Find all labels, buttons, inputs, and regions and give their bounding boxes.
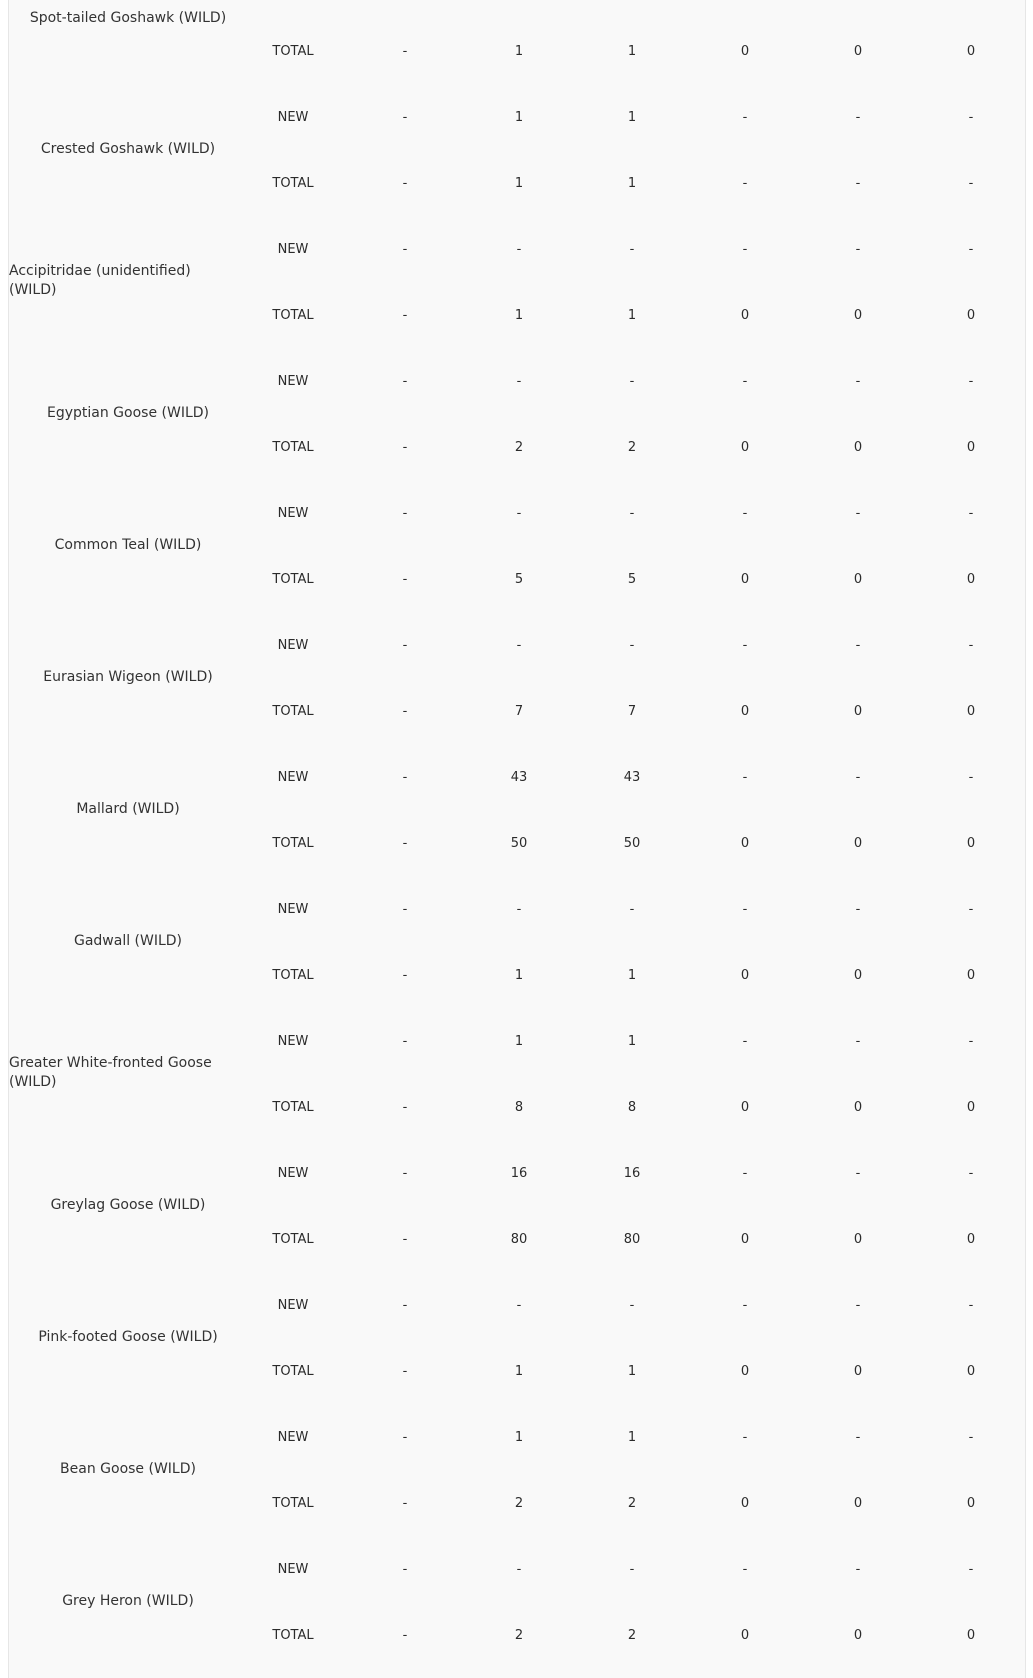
value-cell: - bbox=[402, 1364, 408, 1379]
row-type-label: NEW bbox=[277, 1430, 309, 1445]
value-cell: - bbox=[402, 110, 408, 125]
value-cell: 43 bbox=[623, 770, 641, 785]
value-cell: 0 bbox=[853, 44, 863, 59]
value-cell: 1 bbox=[514, 308, 524, 323]
value-cell: 7 bbox=[627, 704, 637, 719]
table-row-new bbox=[9, 1296, 1027, 1316]
value-cell: - bbox=[629, 1298, 635, 1313]
value-cell: - bbox=[855, 506, 861, 521]
value-cell: 2 bbox=[514, 440, 524, 455]
value-cell: - bbox=[402, 1298, 408, 1313]
value-cell: - bbox=[968, 1298, 974, 1313]
value-cell: - bbox=[742, 1034, 748, 1049]
value-cell: 0 bbox=[740, 308, 750, 323]
species-name: Gadwall (WILD) bbox=[73, 932, 183, 949]
value-cell: 43 bbox=[510, 770, 528, 785]
row-type-label: TOTAL bbox=[272, 1232, 314, 1247]
value-cell: - bbox=[516, 902, 522, 917]
table-row-new bbox=[9, 372, 1027, 392]
value-cell: 7 bbox=[514, 704, 524, 719]
table-row-total bbox=[9, 834, 1027, 854]
row-type-label: NEW bbox=[277, 242, 309, 257]
value-cell: 0 bbox=[853, 1232, 863, 1247]
table-row-total bbox=[9, 1230, 1027, 1250]
value-cell: 1 bbox=[627, 308, 637, 323]
row-type-label: NEW bbox=[277, 110, 309, 125]
value-cell: 0 bbox=[740, 704, 750, 719]
value-cell: - bbox=[968, 506, 974, 521]
value-cell: 1 bbox=[514, 110, 524, 125]
value-cell: - bbox=[968, 1430, 974, 1445]
value-cell: - bbox=[855, 110, 861, 125]
value-cell: 0 bbox=[740, 440, 750, 455]
row-type-label: NEW bbox=[277, 1298, 309, 1313]
row-type-label: TOTAL bbox=[272, 1496, 314, 1511]
table-row-total bbox=[9, 1362, 1027, 1382]
value-cell: 0 bbox=[740, 1100, 750, 1115]
value-cell: - bbox=[742, 506, 748, 521]
species-name: Egyptian Goose (WILD) bbox=[47, 404, 209, 421]
value-cell: - bbox=[855, 1562, 861, 1577]
value-cell: - bbox=[516, 638, 522, 653]
value-cell: 2 bbox=[514, 1628, 524, 1643]
value-cell: 0 bbox=[740, 836, 750, 851]
species-name: Common Teal (WILD) bbox=[54, 536, 202, 553]
value-cell: - bbox=[968, 374, 974, 389]
value-cell: - bbox=[516, 242, 522, 257]
value-cell: - bbox=[516, 1562, 522, 1577]
table-row-new bbox=[9, 1428, 1027, 1448]
row-type-label: TOTAL bbox=[272, 968, 314, 983]
value-cell: - bbox=[742, 242, 748, 257]
row-type-label: TOTAL bbox=[272, 176, 314, 191]
value-cell: - bbox=[402, 44, 408, 59]
table-row-new bbox=[9, 108, 1027, 128]
value-cell: - bbox=[629, 902, 635, 917]
value-cell: 0 bbox=[853, 836, 863, 851]
value-cell: 80 bbox=[623, 1232, 641, 1247]
value-cell: 8 bbox=[514, 1100, 524, 1115]
species-name: Spot-tailed Goshawk (WILD) bbox=[29, 10, 227, 26]
species-name: Grey Heron (WILD) bbox=[62, 1592, 194, 1609]
value-cell: - bbox=[968, 176, 974, 191]
value-cell: 0 bbox=[966, 968, 976, 983]
value-cell: - bbox=[855, 770, 861, 785]
species-name: Crested Goshawk (WILD) bbox=[40, 140, 216, 157]
value-cell: 0 bbox=[740, 1628, 750, 1643]
value-cell: 1 bbox=[627, 1034, 637, 1049]
value-cell: 1 bbox=[627, 968, 637, 983]
value-cell: 2 bbox=[627, 1496, 637, 1511]
value-cell: 1 bbox=[627, 110, 637, 125]
value-cell: - bbox=[855, 902, 861, 917]
value-cell: - bbox=[968, 242, 974, 257]
value-cell: 0 bbox=[853, 440, 863, 455]
value-cell: 0 bbox=[853, 308, 863, 323]
value-cell: - bbox=[402, 638, 408, 653]
value-cell: 5 bbox=[514, 572, 524, 587]
table-row-total bbox=[9, 438, 1027, 458]
row-type-label: NEW bbox=[277, 374, 309, 389]
value-cell: - bbox=[968, 770, 974, 785]
value-cell: 0 bbox=[966, 1232, 976, 1247]
value-cell: 16 bbox=[510, 1166, 528, 1181]
value-cell: - bbox=[402, 242, 408, 257]
value-cell: 0 bbox=[853, 1496, 863, 1511]
table-row-new bbox=[9, 636, 1027, 656]
value-cell: - bbox=[629, 506, 635, 521]
value-cell: 1 bbox=[627, 176, 637, 191]
value-cell: 0 bbox=[966, 308, 976, 323]
value-cell: - bbox=[402, 1166, 408, 1181]
value-cell: - bbox=[402, 1232, 408, 1247]
value-cell: 1 bbox=[627, 1430, 637, 1445]
value-cell: - bbox=[968, 1034, 974, 1049]
value-cell: 50 bbox=[623, 836, 641, 851]
value-cell: - bbox=[402, 1562, 408, 1577]
value-cell: - bbox=[402, 440, 408, 455]
value-cell: - bbox=[742, 1298, 748, 1313]
value-cell: - bbox=[742, 902, 748, 917]
value-cell: 0 bbox=[853, 1364, 863, 1379]
value-cell: 80 bbox=[510, 1232, 528, 1247]
value-cell: - bbox=[402, 1496, 408, 1511]
value-cell: 0 bbox=[740, 1364, 750, 1379]
value-cell: 8 bbox=[627, 1100, 637, 1115]
value-cell: - bbox=[402, 374, 408, 389]
value-cell: - bbox=[402, 836, 408, 851]
value-cell: - bbox=[742, 176, 748, 191]
value-cell: - bbox=[742, 638, 748, 653]
value-cell: - bbox=[742, 374, 748, 389]
value-cell: - bbox=[402, 704, 408, 719]
value-cell: - bbox=[402, 572, 408, 587]
value-cell: - bbox=[742, 1562, 748, 1577]
value-cell: - bbox=[968, 1562, 974, 1577]
value-cell: - bbox=[742, 1166, 748, 1181]
row-type-label: NEW bbox=[277, 1034, 309, 1049]
value-cell: 1 bbox=[514, 968, 524, 983]
value-cell: - bbox=[968, 110, 974, 125]
table-row-total bbox=[9, 174, 1027, 194]
value-cell: - bbox=[629, 638, 635, 653]
row-type-label: TOTAL bbox=[272, 440, 314, 455]
table-row-total bbox=[9, 1626, 1027, 1646]
table-row-new bbox=[9, 1560, 1027, 1580]
value-cell: 50 bbox=[510, 836, 528, 851]
value-cell: - bbox=[968, 902, 974, 917]
value-cell: - bbox=[968, 1166, 974, 1181]
table-row-new bbox=[9, 240, 1027, 260]
value-cell: - bbox=[402, 902, 408, 917]
value-cell: - bbox=[402, 1628, 408, 1643]
value-cell: - bbox=[629, 1562, 635, 1577]
row-type-label: TOTAL bbox=[272, 572, 314, 587]
value-cell: - bbox=[402, 1100, 408, 1115]
species-name: Mallard (WILD) bbox=[76, 800, 180, 817]
value-cell: - bbox=[629, 242, 635, 257]
row-type-label: NEW bbox=[277, 638, 309, 653]
value-cell: 0 bbox=[853, 704, 863, 719]
row-type-label: TOTAL bbox=[272, 836, 314, 851]
species-name: Pink-footed Goose (WILD) bbox=[38, 1328, 218, 1345]
row-type-label: TOTAL bbox=[272, 1628, 314, 1643]
table-row-total bbox=[9, 306, 1027, 326]
value-cell: 0 bbox=[966, 836, 976, 851]
value-cell: 1 bbox=[514, 44, 524, 59]
value-cell: - bbox=[855, 374, 861, 389]
row-type-label: TOTAL bbox=[272, 308, 314, 323]
value-cell: 0 bbox=[966, 44, 976, 59]
value-cell: - bbox=[402, 968, 408, 983]
row-type-label: NEW bbox=[277, 770, 309, 785]
value-cell: 0 bbox=[966, 1364, 976, 1379]
value-cell: 0 bbox=[853, 572, 863, 587]
table-row-total bbox=[9, 1098, 1027, 1118]
value-cell: 0 bbox=[853, 1100, 863, 1115]
table-row-total bbox=[9, 570, 1027, 590]
row-type-label: TOTAL bbox=[272, 1364, 314, 1379]
value-cell: 0 bbox=[740, 1232, 750, 1247]
value-cell: 0 bbox=[853, 1628, 863, 1643]
value-cell: - bbox=[402, 770, 408, 785]
value-cell: 5 bbox=[627, 572, 637, 587]
value-cell: 0 bbox=[966, 1628, 976, 1643]
value-cell: 2 bbox=[514, 1496, 524, 1511]
species-name: Greater White-fronted Goose (WILD) bbox=[9, 1055, 212, 1090]
value-cell: 0 bbox=[966, 440, 976, 455]
row-type-label: NEW bbox=[277, 1166, 309, 1181]
value-cell: - bbox=[742, 110, 748, 125]
value-cell: 1 bbox=[627, 1364, 637, 1379]
value-cell: 0 bbox=[966, 1100, 976, 1115]
value-cell: - bbox=[742, 1430, 748, 1445]
value-cell: 0 bbox=[740, 44, 750, 59]
value-cell: 0 bbox=[740, 968, 750, 983]
row-type-label: TOTAL bbox=[272, 44, 314, 59]
value-cell: 16 bbox=[623, 1166, 641, 1181]
value-cell: - bbox=[516, 506, 522, 521]
table-row-total bbox=[9, 42, 1027, 62]
table-row-new bbox=[9, 768, 1027, 788]
value-cell: - bbox=[402, 506, 408, 521]
value-cell: 0 bbox=[853, 968, 863, 983]
species-name: Accipitridae (unidentified) (WILD) bbox=[9, 263, 191, 298]
value-cell: - bbox=[402, 1430, 408, 1445]
value-cell: 0 bbox=[740, 1496, 750, 1511]
species-name: Bean Goose (WILD) bbox=[60, 1460, 196, 1477]
value-cell: 0 bbox=[966, 1496, 976, 1511]
value-cell: 0 bbox=[966, 704, 976, 719]
value-cell: 1 bbox=[514, 1364, 524, 1379]
value-cell: - bbox=[855, 242, 861, 257]
value-cell: 0 bbox=[740, 572, 750, 587]
value-cell: 1 bbox=[514, 1430, 524, 1445]
value-cell: - bbox=[629, 374, 635, 389]
species-name: Greylag Goose (WILD) bbox=[50, 1196, 206, 1213]
value-cell: - bbox=[402, 1034, 408, 1049]
value-cell: - bbox=[742, 770, 748, 785]
value-cell: - bbox=[402, 308, 408, 323]
table-row-total bbox=[9, 1494, 1027, 1514]
row-type-label: TOTAL bbox=[272, 704, 314, 719]
value-cell: 2 bbox=[627, 1628, 637, 1643]
value-cell: 1 bbox=[514, 1034, 524, 1049]
table-row-new bbox=[9, 504, 1027, 524]
value-cell: 2 bbox=[627, 440, 637, 455]
table-row-new bbox=[9, 1164, 1027, 1184]
table-row-total bbox=[9, 966, 1027, 986]
table-row-new bbox=[9, 1032, 1027, 1052]
value-cell: 0 bbox=[966, 572, 976, 587]
value-cell: - bbox=[516, 374, 522, 389]
table-row-new bbox=[9, 900, 1027, 920]
value-cell: - bbox=[968, 638, 974, 653]
outbreak-species-table bbox=[8, 0, 1026, 1678]
row-type-label: NEW bbox=[277, 1562, 309, 1577]
value-cell: - bbox=[855, 638, 861, 653]
value-cell: - bbox=[402, 176, 408, 191]
value-cell: - bbox=[855, 176, 861, 191]
row-type-label: TOTAL bbox=[272, 1100, 314, 1115]
value-cell: 1 bbox=[627, 44, 637, 59]
row-type-label: NEW bbox=[277, 902, 309, 917]
value-cell: - bbox=[855, 1430, 861, 1445]
row-type-label: NEW bbox=[277, 506, 309, 521]
value-cell: - bbox=[516, 1298, 522, 1313]
value-cell: - bbox=[855, 1166, 861, 1181]
value-cell: 1 bbox=[514, 176, 524, 191]
table-row-total bbox=[9, 702, 1027, 722]
value-cell: - bbox=[855, 1034, 861, 1049]
species-name: Eurasian Wigeon (WILD) bbox=[43, 668, 213, 685]
value-cell: - bbox=[855, 1298, 861, 1313]
